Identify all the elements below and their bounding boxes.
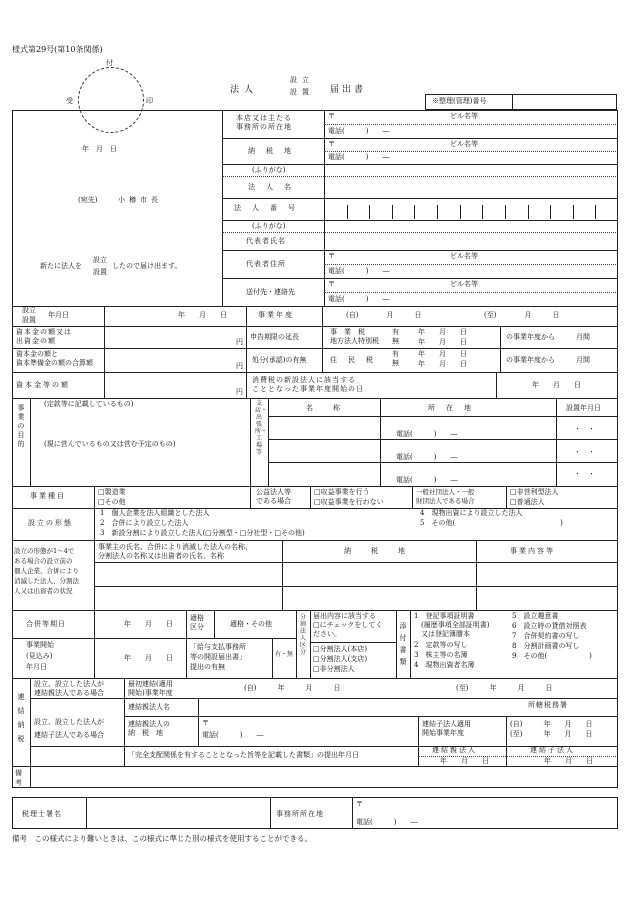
split-option-none[interactable]: □非分割法人 <box>313 665 355 673</box>
branch-phone-2[interactable]: 電話( ) ― <box>396 453 458 461</box>
branch-phone-3[interactable]: 電話( ) ― <box>396 476 458 484</box>
child-date[interactable]: 年 月 日 <box>544 757 593 765</box>
divider <box>250 398 251 486</box>
statement-post: したので届け出ます。 <box>112 262 182 270</box>
capital-reserve-label: 資本金の額と 資本準備金の額の合算額 <box>16 350 93 367</box>
parent-case-label: 設立、設立した法人が 連結親法人である場合 <box>34 680 104 697</box>
child-header: 連結子法人 <box>530 746 575 754</box>
child-case-label: 設立、設立した法人が 連結子法人である場合 <box>34 718 104 739</box>
parent-tax-place-label: 連結親法人の 納 税 地 <box>128 720 170 737</box>
divider <box>30 678 31 766</box>
divider <box>322 306 323 372</box>
formation-item-1[interactable]: 1 個人企業を法人組織とした法人 <box>100 509 210 517</box>
divider <box>322 372 618 373</box>
divider <box>324 124 618 125</box>
salary-office-label: 「給与支払事務所 等の開設届出書」 提出の有無 <box>190 643 246 671</box>
divider <box>476 540 477 610</box>
purpose-note-2: (現に営んでいるもの又は営む予定のもの) <box>44 440 176 448</box>
divider <box>198 698 199 746</box>
est-date-suffix: 年月日 <box>48 311 69 319</box>
office-label: 事務所所在地 <box>276 810 324 818</box>
enterprise-tax-yesno[interactable]: 有 無 <box>392 328 399 345</box>
divider <box>222 278 618 279</box>
public-corp-label: 公益法人等 である場合 <box>256 488 291 505</box>
qualification-label: 適格 区分 <box>190 614 204 631</box>
resident-tax-label: 住 民 税 <box>330 356 375 364</box>
attachment-4[interactable]: 4 現物出資者名簿 <box>414 661 475 669</box>
attachment-1[interactable]: 1 登記事項証明書 (履歴事項全部証明書) 又は登記簿謄本 <box>414 612 490 638</box>
owner-header: 事業主の氏名、合併により消滅した法人の名称、 分割法人の名称又は出資者の氏名、名称 <box>98 543 252 560</box>
tax-place-phone[interactable]: 電話( ) ― <box>328 153 390 161</box>
divider <box>214 610 215 638</box>
title-secchi: 設置 <box>290 88 314 96</box>
divider <box>124 678 125 766</box>
type-option-manufacturing[interactable]: □製造業 <box>98 488 126 496</box>
parent-tax-phone[interactable]: 電話( ) ― <box>202 731 264 739</box>
divider <box>222 220 618 221</box>
capital-etc-label: 資本金等の額 <box>16 381 70 389</box>
fiscal-year-label: 事業年度 <box>258 311 294 319</box>
parent-name-label: 連結親法人名 <box>128 703 170 711</box>
start-year-label: 最初連結(適用 開始)事業年度 <box>128 680 173 697</box>
disposal-label: 処分(承認)の有無 <box>252 356 307 364</box>
resident-tax-date-2[interactable]: 年 月 日 <box>418 360 467 368</box>
divider <box>410 610 411 678</box>
divider <box>310 610 311 678</box>
public-option-profit[interactable]: □収益事業を行う <box>314 488 370 496</box>
divider <box>282 540 283 610</box>
reception-label-top: 付 <box>106 59 113 67</box>
divider <box>12 486 618 487</box>
corp-number-digit-divider <box>482 205 483 219</box>
enterprise-tax-date-2[interactable]: 年 月 日 <box>418 338 467 346</box>
divider <box>12 398 618 399</box>
formation-item-4[interactable]: 4 現物出資により設立した法人 <box>420 509 523 517</box>
start-year-from[interactable]: (自) 年 月 日 <box>244 684 341 692</box>
divider <box>94 586 618 587</box>
formation-item-2[interactable]: 2 合併により設立した法人 <box>100 519 189 527</box>
enterprise-tax-date-1[interactable]: 年 月 日 <box>418 328 467 336</box>
divider <box>268 439 618 440</box>
divider <box>12 326 618 327</box>
statement-pre: 新たに法人を <box>40 262 82 270</box>
remarks-field[interactable] <box>31 767 617 787</box>
form-number: 様式第29号(第10条関係) <box>12 45 103 54</box>
footer-note: 備考 この様式により難いときは、この様式に準じた別の様式を使用することができる。 <box>12 834 312 843</box>
enterprise-tax-label: 事 業 税 地方法人特別税 <box>330 328 379 345</box>
statement-secchi: 設置 <box>93 268 107 276</box>
business-type-label: 事業種目 <box>30 492 66 500</box>
divider <box>222 250 618 251</box>
purpose-label: 事業の目的 <box>17 404 25 448</box>
furigana-label: (ふりがな) <box>252 166 286 174</box>
rep-address-label: 代表者住所 <box>246 260 286 268</box>
corp-number-digit-divider <box>347 205 348 219</box>
est-setsuritsu: 設立 <box>22 306 36 314</box>
contact-label: 送付先・連絡先 <box>246 288 295 296</box>
office-postal: 〒 <box>356 800 363 808</box>
general-option-nonprofit[interactable]: □非営利型法人 <box>510 488 559 496</box>
title-suffix: 届出書 <box>330 85 367 95</box>
hq-building: ビル名等 <box>450 112 478 120</box>
divider <box>94 486 95 508</box>
divider <box>222 232 618 233</box>
divider <box>94 508 95 540</box>
divider <box>12 306 618 307</box>
prior-entity-label: 設立の形態が1～4で ある場合の設立前の 個人企業、合併により 消滅した法人、分割法 人又は出資者の状況 <box>14 547 79 595</box>
fiscal-to[interactable]: (至) 月 日 <box>484 311 560 319</box>
divider <box>324 264 618 265</box>
capital-label: 資本金の額又は 出資金の額 <box>16 328 72 345</box>
divider <box>12 540 618 541</box>
divider <box>324 110 325 306</box>
merger-date-value[interactable]: 年 月 日 <box>124 620 173 628</box>
reception-label-left: 受 <box>66 97 73 105</box>
reception-label-right: 印 <box>146 97 153 105</box>
divider <box>94 562 618 563</box>
location-header: 納 税 地 <box>344 547 407 555</box>
rep-building: ビル名等 <box>450 252 478 260</box>
corp-name-label: 法 人 名 <box>248 183 293 191</box>
divider <box>268 416 618 417</box>
attachment-9[interactable]: 9 その他( ) <box>512 652 592 660</box>
capital-etc-yen: 円 <box>236 388 243 396</box>
parent-tax-postal: 〒 <box>202 719 209 727</box>
tax-place-building: ビル名等 <box>450 140 478 148</box>
attachment-5[interactable]: 5 設立趣意書 <box>512 612 559 620</box>
child-start-from[interactable]: (自) 年 月 日 <box>510 720 593 728</box>
consumption-tax-date[interactable]: 年 月 日 <box>532 381 581 389</box>
divider <box>310 642 396 643</box>
tax-office-label: 所轄税務署 <box>528 701 568 709</box>
parent-header: 連結親法人 <box>432 746 477 754</box>
col-location-header: 所 在 地 <box>428 404 473 412</box>
corp-number-digit-divider <box>528 205 529 219</box>
rep-postal: 〒 <box>328 252 335 260</box>
corp-number-digit-divider <box>550 205 551 219</box>
divider <box>222 176 618 177</box>
attachments-label: 添付書類 <box>399 622 407 666</box>
divider <box>94 540 95 610</box>
divider <box>222 110 223 306</box>
divider <box>186 610 187 678</box>
divider <box>272 638 273 678</box>
divider <box>324 151 618 152</box>
divider <box>222 198 618 199</box>
divider <box>250 486 251 508</box>
divider <box>222 138 618 139</box>
branch-phone-1[interactable]: 電話( ) ― <box>396 430 458 438</box>
hq-postal: 〒 <box>328 112 335 120</box>
consumption-tax-label: 消費税の新設法人に該当する こととなった事業年度開始の日 <box>252 376 364 393</box>
divider <box>556 398 557 486</box>
corp-number-digit-divider <box>392 205 393 219</box>
accountant-signature-field[interactable] <box>87 798 269 828</box>
attachment-2[interactable]: 2 定款等の写し <box>414 641 468 649</box>
split-option-branch[interactable]: □分割法人(支店) <box>313 655 368 663</box>
split-label: 分割法人区分 <box>299 614 306 656</box>
merger-date-label: 合併等期日 <box>26 620 66 628</box>
resident-tax-yesno[interactable]: 有 無 <box>392 350 399 367</box>
corp-number-digit-divider <box>595 205 596 219</box>
purpose-note-1: (定款等に記載しているもの) <box>44 400 134 408</box>
tax-place-label: 納 税 地 <box>248 147 293 155</box>
start-date-value[interactable]: 年 月 日 <box>124 654 173 662</box>
ref-number-label: ※整理(管理)番号 <box>432 97 487 105</box>
tax-place-postal: 〒 <box>328 140 335 148</box>
capital-reserve-yen: 円 <box>236 362 243 370</box>
divider <box>412 486 413 508</box>
est-secchi: 設置 <box>22 316 36 324</box>
divider <box>500 326 501 372</box>
content-header: 事業内容等 <box>510 547 555 555</box>
divider <box>324 292 618 293</box>
start-year-to[interactable]: (至) 年 月 日 <box>456 684 553 692</box>
rep-phone[interactable]: 電話( ) ― <box>328 267 390 275</box>
divider <box>496 372 497 398</box>
resident-tax-date-1[interactable]: 年 月 日 <box>418 350 467 358</box>
col-name-header: 名 称 <box>306 404 342 412</box>
contact-building: ビル名等 <box>450 280 478 288</box>
corp-number-digit-divider <box>369 205 370 219</box>
attachment-3[interactable]: 3 株主等の名簿 <box>414 651 468 659</box>
divider <box>222 164 618 165</box>
divider <box>512 94 513 110</box>
divider <box>30 698 618 699</box>
contact-postal: 〒 <box>328 280 335 288</box>
divider <box>418 716 419 766</box>
divider <box>270 797 271 829</box>
parent-date[interactable]: 年 月 日 <box>440 757 489 765</box>
qualification-value[interactable]: 適格・その他 <box>230 620 272 628</box>
divider <box>506 716 507 766</box>
divider <box>12 638 296 639</box>
child-start-to[interactable]: (至) 年 月 日 <box>510 730 593 738</box>
split-note: 届出内容に該当する □にチェックをしてく ださい。 <box>313 612 383 638</box>
title-setsuritsu: 設立 <box>290 76 314 84</box>
divider <box>310 486 311 508</box>
statement-setsuritsu: 設立 <box>93 256 107 264</box>
branch-label: 支店・出張所・工場等 <box>255 400 268 456</box>
extension-label: 申告期限の延長 <box>250 333 299 341</box>
contact-phone[interactable]: 電話( ) ― <box>328 295 390 303</box>
public-option-nonprofit[interactable]: □収益事業を行わない <box>314 498 384 506</box>
title-prefix: 法人 <box>230 85 259 95</box>
hq-address-label: 本店又は主たる 事務所の所在地 <box>236 114 292 131</box>
consolidated-label: 連結納税 <box>17 693 25 743</box>
start-date-label: 事業開始 (見込み) 年月日 <box>26 641 54 671</box>
rep-name-label: 代表者氏名 <box>246 237 286 245</box>
formation-item-3[interactable]: 3 新設分割により設立した法人(□分割型・□分社型・□その他) <box>100 529 305 537</box>
divider <box>268 462 618 463</box>
divider <box>506 486 507 508</box>
addressee: 小樽市長 <box>118 196 162 204</box>
divider <box>396 610 397 678</box>
approval-label: 「完全支配関係を有することとなった旨等を記載した書類」の提出年月日 <box>128 751 359 759</box>
divider <box>352 797 353 829</box>
corp-number-digit-divider <box>505 205 506 219</box>
corp-number-digit-divider <box>414 205 415 219</box>
est-date-value[interactable]: 年 月 日 <box>178 311 227 319</box>
branch-date-2[interactable]: ・ ・ <box>574 448 595 456</box>
divider <box>12 348 618 349</box>
corp-number-digit-divider <box>460 205 461 219</box>
divider <box>246 306 247 398</box>
enterprise-tax-period: の事業年度から 月間 <box>506 333 590 341</box>
branch-date-3[interactable]: ・ ・ <box>574 470 595 478</box>
branch-date-1[interactable]: ・ ・ <box>574 425 595 433</box>
divider <box>30 398 31 486</box>
remarks-label: 備考 <box>15 769 22 787</box>
submission-date[interactable]: 年 月 日 <box>82 145 117 153</box>
divider <box>94 610 95 678</box>
furigana-label-2: (ふりがな) <box>252 222 286 230</box>
formation-label: 設立の形態 <box>28 519 73 527</box>
split-option-hq[interactable]: □分割法人(本店) <box>313 645 368 653</box>
child-start-label: 連結子法人適用 開始事業年度 <box>422 720 471 737</box>
resident-tax-period: の事業年度から 月間 <box>506 356 590 364</box>
salary-office-value[interactable]: 有・無 <box>275 651 294 658</box>
addressee-prefix: (宛先) <box>78 196 98 204</box>
divider <box>12 678 618 679</box>
divider <box>30 746 124 747</box>
general-option-ordinary[interactable]: □普通法人 <box>510 498 545 506</box>
divider <box>104 306 105 398</box>
divider <box>124 716 618 717</box>
formation-item-5[interactable]: 5 その他( ) <box>420 519 563 527</box>
attachment-8[interactable]: 8 分割計画書の写し <box>512 642 580 650</box>
col-date-header: 設置年月日 <box>566 404 601 412</box>
divider <box>296 610 297 678</box>
divider <box>268 398 269 486</box>
attachment-7[interactable]: 7 合併契約書の写し <box>512 632 580 640</box>
corp-number-label: 法 人 番 号 <box>234 204 297 212</box>
fiscal-from[interactable]: (自) 月 日 <box>346 311 422 319</box>
corp-number-digit-divider <box>437 205 438 219</box>
divider <box>12 372 322 373</box>
office-phone[interactable]: 電話( ) ― <box>356 818 418 826</box>
capital-yen: 円 <box>236 338 243 346</box>
corp-number-digit-divider <box>573 205 574 219</box>
hq-phone[interactable]: 電話( ) ― <box>328 127 390 135</box>
accountant-label: 税理士署名 <box>22 810 62 818</box>
attachment-6[interactable]: 6 設立時の貸借対照表 <box>512 622 587 630</box>
divider <box>380 398 381 486</box>
type-option-other[interactable]: □その他 <box>98 498 126 506</box>
divider <box>12 610 618 611</box>
general-corp-label: 一般社団法人・一般 財団法人である場合 <box>416 488 475 505</box>
